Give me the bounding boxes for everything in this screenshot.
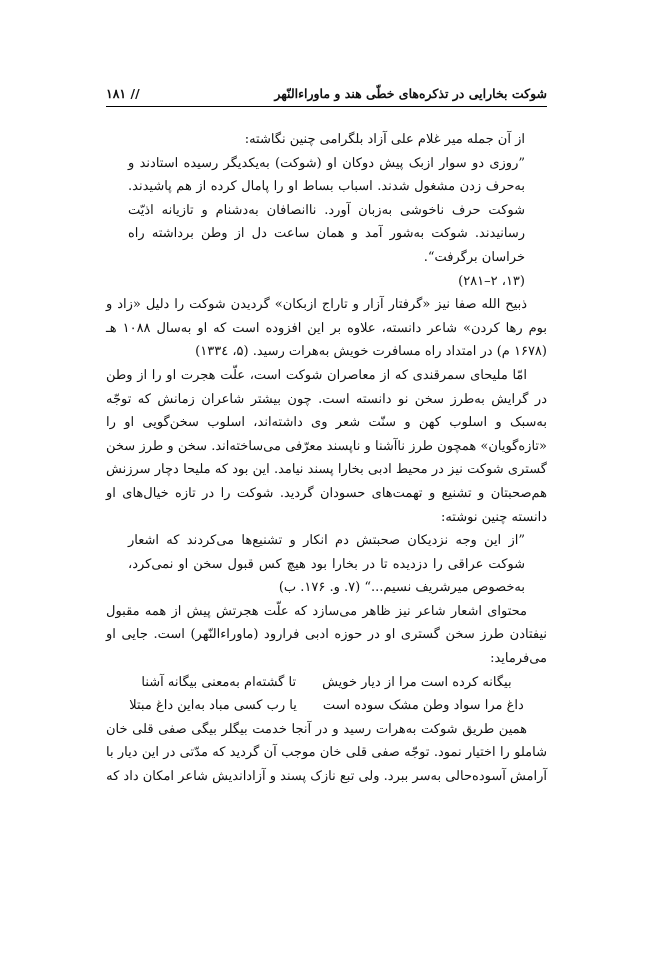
poem-hemistich: یا رب کسی مباد به‌این داغ مبتلا (129, 698, 297, 714)
intro-line: از آن جمله میر غلام علی آزاد بلگرامی چنین نگاشته: (244, 132, 525, 147)
quote-azad-reference: (۱۳، ۲–۲۸۱) (458, 273, 525, 289)
header-rule (106, 106, 547, 107)
paragraph-maliha: امّا ملیحای سمرقندی که از معاصران شوکت است، علّت هجرت او را از وطن در گرایش به‌طرز سخن نو دانسته است. چون بیشتر شاعران زمانش که توجّه به‌سبک و اسلوب کهن و سنّت شعر وی داشته‌اند، اسلوب سخن‌گویی او را «تازه‌گویان» همچون طرز ناآشنا و ناپسند معرّفی می‌ساخته‌اند. سخن و طرز سخن گستری شوکت نیز در محیط ادبی بخارا پسند نیامد. این بود که ملیحا دچار سرزنش هم‌صحبتان و تشنیع و تهمت‌های حسودان گردید. شوکت را در تازه خیال‌های او دانسته چنین نوشته: (106, 367, 547, 525)
page-number: // ۱۸۱ (106, 86, 140, 101)
quote-maliha: ”از این وجه نزدیکان صحبتش دم انکار و تشنیع‌ها می‌کردند که اشعار شوکت عراقی را دزدیده تا در بخارا بود هیچ کس قبول سخن او نمی‌کرد، به‌خصوص میرشریف نسیم...“ (۷. و. ۱۷۶. ب) (128, 533, 525, 596)
poem-couplet (106, 694, 547, 718)
running-header (106, 86, 547, 104)
poem-couplet (106, 671, 547, 695)
paragraph-herat: همین طریق شوکت به‌هرات رسید و در آنجا خدمت بیگلر بیگی صفی قلی خان شاملو را اختیار نمود. توجّه صفی قلی خان موجب آن گردید که مدّتی در این دیار با آرامش آسوده‌حالی به‌سر ببرد. ولی تبع نازک پسند و آزاداندیش شاعر امکان داد که (106, 721, 547, 785)
poem-hemistich: تا گشته‌ام به‌معنی بیگانه آشنا (141, 674, 297, 690)
paragraph-poetry-content: محتوای اشعار شاعر نیز ظاهر می‌سازد که علّت هجرتش پیش از همه مقبول نیفتادن طرز سخن گستری او در حوزه ادبی فرارود (ماوراءالنّهر) است. جایی او می‌فرماید: (106, 603, 547, 667)
body-text (106, 128, 547, 789)
poem-hemistich: داغ مرا سواد وطن مشک سوده است (322, 698, 524, 714)
quote-azad: ”روزی دو سوار ازبک پیش دوکان او (شوکت) به‌یکدیگر رسیده استادند و به‌حرف زدن مشغول شدند. اسباب بساط او را پامال کرده از هم پاشیدند. شوکت حرف ناخوشی به‌زبان آورد. ناانصافان به‌دشنام و تازیانه اذیّت رسانیدند. شوکت به‌شور آمد و همان ساعت دل از وطن برداشته راه خراسان برگرفت“. (128, 155, 525, 265)
paragraph-safa: ذبیح الله صفا نیز «گرفتار آزار و تاراج ازبکان» گردیدن شوکت را دلیل «زاد و بوم رها کردن» شاعر دانسته، علاوه بر این افزوده است که او به‌سال ۱۰۸۸ هـ (۱۶۷۸ م) در امتداد راه مسافرت خویش به‌هرات رسید. (۵، ۱۳۳٤) (106, 297, 548, 360)
poem-hemistich: بیگانه کرده است مرا از دیار خویش (322, 674, 512, 690)
header-title: شوکت بخارایی در تذکره‌های خطّی هند و ماوراءالنّهر (274, 86, 547, 101)
